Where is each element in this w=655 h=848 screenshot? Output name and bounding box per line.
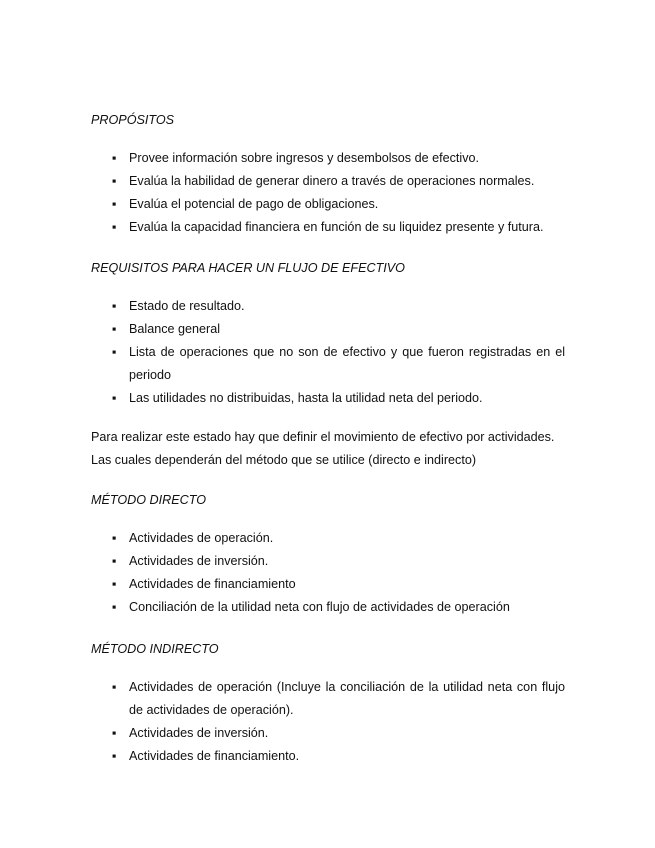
list-requisitos <box>0 295 565 410</box>
list-item <box>0 147 565 170</box>
paragraph-line: Para realizar este estado hay que definir el movimiento de efectivo por actividades. <box>91 430 555 444</box>
list-item <box>0 676 565 722</box>
list-item-text: Actividades de operación. <box>129 531 274 545</box>
bullet-icon: ▪ <box>112 577 117 591</box>
list-item-text: Lista de operaciones que no son de efectivo y que fueron registradas en el periodo <box>129 345 565 382</box>
bullet-icon: ▪ <box>112 726 117 740</box>
paragraph-line: Las cuales dependerán del método que se utilice (directo e indirecto) <box>91 453 477 467</box>
list-item <box>0 216 565 239</box>
list-item-text: Provee información sobre ingresos y desembolsos de efectivo. <box>129 151 480 165</box>
bullet-icon: ▪ <box>112 345 117 359</box>
bullet-icon: ▪ <box>112 299 117 313</box>
bullet-icon: ▪ <box>112 554 117 568</box>
heading-metodo-directo: MÉTODO DIRECTO <box>91 493 206 507</box>
list-item-text: Las utilidades no distribuidas, hasta la utilidad neta del periodo. <box>129 391 483 405</box>
bullet-icon: ▪ <box>112 531 117 545</box>
list-item-text: Balance general <box>129 322 221 336</box>
bullet-icon: ▪ <box>112 151 117 165</box>
list-item-text: Actividades de operación (Incluye la conciliación de la utilidad neta con flujo de actividades de operación). <box>129 680 565 717</box>
list-metodo-directo <box>0 527 565 619</box>
list-item <box>0 745 565 768</box>
heading-propositos: PROPÓSITOS <box>91 113 175 127</box>
list-item <box>0 295 565 318</box>
intro-paragraph <box>91 426 566 472</box>
list-item-text: Actividades de financiamiento <box>129 577 296 591</box>
heading-metodo-indirecto: MÉTODO INDIRECTO <box>91 642 219 656</box>
list-item-text: Evalúa la habilidad de generar dinero a través de operaciones normales. <box>129 174 535 188</box>
list-item <box>0 527 565 550</box>
list-item-text: Evalúa el potencial de pago de obligaciones. <box>129 197 379 211</box>
bullet-icon: ▪ <box>112 749 117 763</box>
list-item-text: Estado de resultado. <box>129 299 245 313</box>
list-item <box>0 550 565 573</box>
list-item <box>0 318 565 341</box>
list-item <box>0 193 565 216</box>
bullet-icon: ▪ <box>112 680 117 694</box>
heading-requisitos: REQUISITOS PARA HACER UN FLUJO DE EFECTIVO <box>91 261 405 275</box>
bullet-icon: ▪ <box>112 600 117 614</box>
list-item <box>0 341 565 387</box>
list-item <box>0 573 565 596</box>
list-item-text: Conciliación de la utilidad neta con flujo de actividades de operación <box>129 600 510 614</box>
bullet-icon: ▪ <box>112 322 117 336</box>
list-item-text: Actividades de financiamiento. <box>129 749 300 763</box>
bullet-icon: ▪ <box>112 391 117 405</box>
list-item-text: Actividades de inversión. <box>129 554 269 568</box>
list-metodo-indirecto <box>0 676 565 768</box>
list-item-text: Evalúa la capacidad financiera en función de su liquidez presente y futura. <box>129 220 544 234</box>
list-item <box>0 596 565 619</box>
list-item <box>0 170 565 193</box>
bullet-icon: ▪ <box>112 174 117 188</box>
bullet-icon: ▪ <box>112 197 117 211</box>
list-item-text: Actividades de inversión. <box>129 726 269 740</box>
list-item <box>0 387 565 410</box>
bullet-icon: ▪ <box>112 220 117 234</box>
list-item <box>0 722 565 745</box>
list-propositos <box>0 147 565 239</box>
